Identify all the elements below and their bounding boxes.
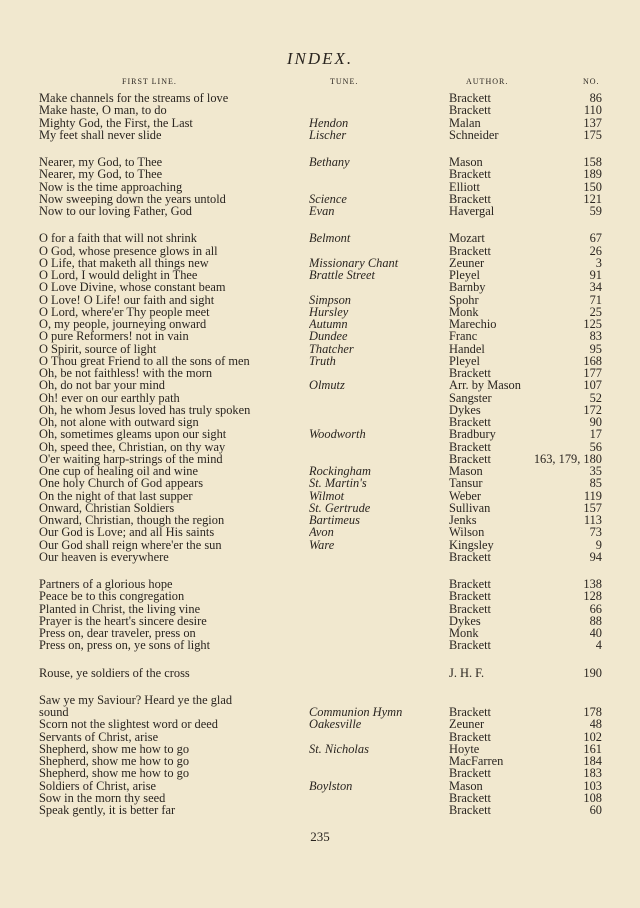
hymn-number: 25 xyxy=(589,305,602,319)
hymn-number: 60 xyxy=(589,804,602,817)
hymn-number: 121 xyxy=(583,192,602,206)
first-line: Prayer is the heart's sincere desire xyxy=(39,614,207,628)
index-row xyxy=(0,232,640,245)
tune-name: Belmont xyxy=(309,232,351,246)
index-row xyxy=(0,193,640,206)
header-author: AUTHOR. xyxy=(466,77,509,86)
hymn-number: 168 xyxy=(583,354,602,368)
hymn-number: 119 xyxy=(583,489,602,503)
first-line: One cup of healing oil and wine xyxy=(39,465,198,478)
first-line: Oh, not alone with outward sign xyxy=(39,416,199,429)
index-row xyxy=(0,603,640,616)
author-name: MacFarren xyxy=(449,755,504,768)
header-no: NO. xyxy=(583,77,600,86)
author-name: Brackett xyxy=(449,639,491,653)
index-row xyxy=(0,502,640,515)
tune-name: Communion Hymn xyxy=(309,706,403,719)
author-name: Brackett xyxy=(449,92,491,105)
page-title: INDEX. xyxy=(286,49,354,68)
header-tune: TUNE. xyxy=(330,77,359,86)
hymn-number: 158 xyxy=(583,156,602,169)
page-number: 235 xyxy=(310,829,330,844)
first-line: Our heaven is everywhere xyxy=(39,550,169,564)
tune-name: St. Gertrude xyxy=(309,501,371,515)
tune-name: Hendon xyxy=(309,116,349,130)
first-line: Scorn not the slightest word or deed xyxy=(39,718,218,732)
author-name: Weber xyxy=(449,489,482,503)
author-name: Monk xyxy=(449,627,479,640)
index-row xyxy=(0,477,640,490)
index-row xyxy=(0,490,640,503)
hymn-number: 125 xyxy=(583,318,602,331)
tune-name: Missionary Chant xyxy=(309,256,399,270)
author-name: Pleyel xyxy=(449,354,480,368)
hymn-number: 95 xyxy=(589,342,602,356)
tune-name: St. Martin's xyxy=(309,477,367,491)
tune-name: Ware xyxy=(309,538,335,552)
author-name: Dykes xyxy=(449,614,481,628)
first-line: Sow in the morn thy seed xyxy=(39,791,166,805)
hymn-number: 48 xyxy=(589,718,602,732)
author-name: Dykes xyxy=(449,403,481,417)
first-line: O Lord, where'er Thy people meet xyxy=(39,305,210,319)
author-name: Bradbury xyxy=(449,428,496,442)
first-line: O'er waiting harp-strings of the mind xyxy=(39,452,223,466)
author-name: Mason xyxy=(449,465,483,478)
index-row xyxy=(0,330,640,343)
index-row xyxy=(0,392,640,405)
first-line: Servants of Christ, arise xyxy=(39,730,159,744)
index-row xyxy=(0,104,640,117)
author-name: Brackett xyxy=(449,602,491,616)
author-name: Sangster xyxy=(449,391,492,405)
author-name: Brackett xyxy=(449,730,491,744)
tune-name: Woodworth xyxy=(309,428,366,442)
hymn-number: 3 xyxy=(595,256,602,270)
hymn-number: 184 xyxy=(583,755,602,768)
hymn-number: 4 xyxy=(595,639,602,653)
hymn-number: 90 xyxy=(589,416,602,429)
index-row xyxy=(0,578,640,591)
first-line: Shepherd, show me how to go xyxy=(39,767,190,781)
author-name: Wilson xyxy=(449,526,485,540)
index-row xyxy=(0,694,640,707)
author-name: Marechio xyxy=(449,318,497,331)
hymn-number: 103 xyxy=(583,779,602,793)
author-name: Brackett xyxy=(449,804,491,817)
first-line: O Life, that maketh all things new xyxy=(39,256,209,270)
hymn-number: 17 xyxy=(589,428,602,442)
author-name: Brackett xyxy=(449,244,491,258)
first-line: sound xyxy=(39,706,69,719)
author-name: Barnby xyxy=(449,281,486,295)
hymn-number: 85 xyxy=(589,477,602,491)
hymn-number: 177 xyxy=(583,367,602,380)
first-line: Oh! ever on our earthly path xyxy=(39,391,180,405)
index-row xyxy=(0,755,640,768)
index-row xyxy=(0,269,640,282)
author-name: Zeuner xyxy=(449,718,485,732)
author-name: Brackett xyxy=(449,416,491,429)
tune-name: Rockingham xyxy=(309,465,371,478)
author-name: Malan xyxy=(449,116,481,130)
first-line: Rouse, ye soldiers of the cross xyxy=(39,666,190,680)
hymn-number: 113 xyxy=(583,514,602,527)
hymn-number: 71 xyxy=(589,293,602,307)
index-row xyxy=(0,367,640,380)
first-line: Shepherd, show me how to go xyxy=(39,755,190,768)
first-line: Our God shall reign where'er the sun xyxy=(39,538,222,552)
first-line: My feet shall never slide xyxy=(39,128,162,142)
index-row xyxy=(0,294,640,307)
hymn-number: 56 xyxy=(589,440,602,454)
hymn-number: 94 xyxy=(589,550,602,564)
first-line: Onward, Christian, though the region xyxy=(39,514,225,527)
tune-name: Hursley xyxy=(309,305,349,319)
tune-name: Dundee xyxy=(309,330,348,344)
index-row xyxy=(0,355,640,368)
index-row xyxy=(0,181,640,194)
hymn-number: 183 xyxy=(583,767,602,781)
first-line: Saw ye my Saviour? Heard ye the glad xyxy=(39,693,233,707)
first-line: One holy Church of God appears xyxy=(39,477,204,491)
hymn-number: 138 xyxy=(583,578,602,591)
hymn-number: 102 xyxy=(583,730,602,744)
first-line: O Lord, I would delight in Thee xyxy=(39,269,198,282)
hymn-number: 34 xyxy=(589,281,602,295)
author-name: Brackett xyxy=(449,706,491,719)
author-name: Spohr xyxy=(449,293,479,307)
author-name: Brackett xyxy=(449,104,491,118)
first-line: Oh, speed thee, Christian, on thy way xyxy=(39,440,226,454)
index-row xyxy=(0,129,640,142)
tune-name: Simpson xyxy=(309,293,351,307)
index-row xyxy=(0,92,640,105)
index-row xyxy=(0,792,640,805)
tune-name: St. Nicholas xyxy=(309,742,369,756)
first-line: Shepherd, show me how to go xyxy=(39,742,190,756)
index-row xyxy=(0,379,640,392)
author-name: Mason xyxy=(449,156,483,169)
author-name: Havergal xyxy=(449,205,495,218)
first-line: Our God is Love; and all His saints xyxy=(39,526,215,540)
author-name: Jenks xyxy=(449,514,477,527)
first-line: Press on, press on, ye sons of light xyxy=(39,639,211,653)
hymn-number: 66 xyxy=(589,602,602,616)
tune-name: Thatcher xyxy=(309,342,354,356)
tune-name: Autumn xyxy=(309,318,348,331)
hymn-number: 178 xyxy=(583,706,602,719)
author-name: Mason xyxy=(449,779,483,793)
index-row xyxy=(0,743,640,756)
author-name: Brackett xyxy=(449,791,491,805)
author-name: Monk xyxy=(449,305,479,319)
hymn-number: 108 xyxy=(583,791,602,805)
author-name: Arr. by Mason xyxy=(449,379,521,393)
index-row xyxy=(0,667,640,680)
index-row xyxy=(0,639,640,652)
first-line: O Thou great Friend to all the sons of men xyxy=(39,354,250,368)
first-line: Make channels for the streams of love xyxy=(39,92,229,105)
first-line: O Spirit, source of light xyxy=(39,342,157,356)
index-row xyxy=(0,551,640,564)
tune-name: Truth xyxy=(309,354,336,368)
hymn-number: 91 xyxy=(589,269,602,282)
first-line: Planted in Christ, the living vine xyxy=(39,602,201,616)
first-line: Now sweeping down the years untold xyxy=(39,192,226,206)
index-row xyxy=(0,205,640,218)
first-line: Oh, do not bar your mind xyxy=(39,379,165,393)
index-row xyxy=(0,804,640,817)
first-line: Now to our loving Father, God xyxy=(39,205,192,218)
first-line: Onward, Christian Soldiers xyxy=(39,501,175,515)
hymn-number: 9 xyxy=(595,538,602,552)
first-line: Partners of a glorious hope xyxy=(39,578,173,591)
hymn-number: 172 xyxy=(583,403,602,417)
index-row xyxy=(0,156,640,169)
tune-name: Olmutz xyxy=(309,379,345,393)
index-row xyxy=(0,731,640,744)
first-line: Oh, be not faithless! with the morn xyxy=(39,367,213,380)
hymn-number: 35 xyxy=(589,465,602,478)
hymn-number: 128 xyxy=(583,590,602,604)
author-name: Brackett xyxy=(449,168,491,182)
index-row xyxy=(0,453,640,466)
index-row xyxy=(0,404,640,417)
header-first-line: FIRST LINE. xyxy=(122,77,177,86)
hymn-number: 189 xyxy=(583,168,602,182)
hymn-number: 161 xyxy=(583,742,602,756)
index-row xyxy=(0,767,640,780)
index-row xyxy=(0,117,640,130)
author-name: Brackett xyxy=(449,590,491,604)
hymn-number: 175 xyxy=(583,128,602,142)
index-row xyxy=(0,441,640,454)
tune-name: Evan xyxy=(309,205,335,218)
author-name: J. H. F. xyxy=(449,666,485,680)
first-line: O pure Reformers! not in vain xyxy=(39,330,189,344)
index-row xyxy=(0,465,640,478)
author-name: Brackett xyxy=(449,578,491,591)
index-row xyxy=(0,343,640,356)
index-row xyxy=(0,281,640,294)
index-row xyxy=(0,590,640,603)
tune-name: Lischer xyxy=(309,128,347,142)
author-name: Franc xyxy=(449,330,478,344)
tune-name: Bartimeus xyxy=(309,514,360,527)
author-name: Brackett xyxy=(449,452,491,466)
hymn-number: 88 xyxy=(589,614,602,628)
index-row xyxy=(0,780,640,793)
author-name: Elliott xyxy=(449,180,480,194)
hymn-number: 59 xyxy=(589,205,602,218)
first-line: Oh, sometimes gleams upon our sight xyxy=(39,428,227,442)
hymn-number: 40 xyxy=(589,627,602,640)
hymn-number: 163, 179, 180 xyxy=(533,452,602,466)
first-line: Peace be to this congregation xyxy=(39,590,185,604)
index-row xyxy=(0,539,640,552)
author-name: Zeuner xyxy=(449,256,485,270)
hymn-number: 73 xyxy=(589,526,602,540)
index-row xyxy=(0,514,640,527)
hymn-number: 190 xyxy=(583,666,602,680)
index-row xyxy=(0,306,640,319)
author-name: Tansur xyxy=(449,477,483,491)
first-line: Speak gently, it is better far xyxy=(39,804,176,817)
hymn-number: 67 xyxy=(589,232,602,246)
author-name: Sullivan xyxy=(449,501,491,515)
first-line: Make haste, O man, to do xyxy=(39,104,167,118)
index-row xyxy=(0,627,640,640)
author-name: Handel xyxy=(449,342,485,356)
tune-name: Bethany xyxy=(309,156,350,169)
first-line: O God, whose presence glows in all xyxy=(39,244,218,258)
hymn-number: 52 xyxy=(589,391,602,405)
hymn-number: 150 xyxy=(583,180,602,194)
first-line: Mighty God, the First, the Last xyxy=(39,116,193,130)
author-name: Brackett xyxy=(449,192,491,206)
hymn-number: 107 xyxy=(583,379,602,393)
index-row xyxy=(0,718,640,731)
first-line: Press on, dear traveler, press on xyxy=(39,627,196,640)
first-line: Nearer, my God, to Thee xyxy=(39,156,163,169)
hymn-number: 26 xyxy=(589,244,602,258)
tune-name: Wilmot xyxy=(309,489,345,503)
author-name: Kingsley xyxy=(449,538,494,552)
index-row xyxy=(0,168,640,181)
tune-name: Boylston xyxy=(309,779,353,793)
author-name: Hoyte xyxy=(449,742,480,756)
tune-name: Oakesville xyxy=(309,718,362,732)
tune-name: Brattle Street xyxy=(309,269,375,282)
first-line: On the night of that last supper xyxy=(39,489,193,503)
author-name: Schneider xyxy=(449,128,499,142)
index-row xyxy=(0,615,640,628)
hymn-number: 157 xyxy=(583,501,602,515)
index-row xyxy=(0,245,640,258)
first-line: O Love! O Life! our faith and sight xyxy=(39,293,215,307)
author-name: Pleyel xyxy=(449,269,480,282)
first-line: Soldiers of Christ, arise xyxy=(39,779,157,793)
first-line: O for a faith that will not shrink xyxy=(39,232,197,246)
column-headers xyxy=(0,77,640,89)
index-row xyxy=(0,416,640,429)
first-line: O Love Divine, whose constant beam xyxy=(39,281,226,295)
first-line: Nearer, my God, to Thee xyxy=(39,168,163,182)
hymn-number: 137 xyxy=(583,116,602,130)
hymn-number: 86 xyxy=(589,92,602,105)
author-name: Brackett xyxy=(449,767,491,781)
index-row xyxy=(0,428,640,441)
index-row xyxy=(0,257,640,270)
tune-name: Avon xyxy=(309,526,334,540)
first-line: O, my people, journeying onward xyxy=(39,318,207,331)
index-row xyxy=(0,318,640,331)
index-row xyxy=(0,526,640,539)
first-line: Now is the time approaching xyxy=(39,180,183,194)
index-row xyxy=(0,706,640,719)
tune-name: Science xyxy=(309,192,347,206)
author-name: Brackett xyxy=(449,440,491,454)
first-line: Oh, he whom Jesus loved has truly spoken xyxy=(39,403,251,417)
hymn-number: 83 xyxy=(589,330,602,344)
author-name: Brackett xyxy=(449,550,491,564)
hymn-number: 110 xyxy=(583,104,602,118)
author-name: Brackett xyxy=(449,367,491,380)
author-name: Mozart xyxy=(449,232,485,246)
